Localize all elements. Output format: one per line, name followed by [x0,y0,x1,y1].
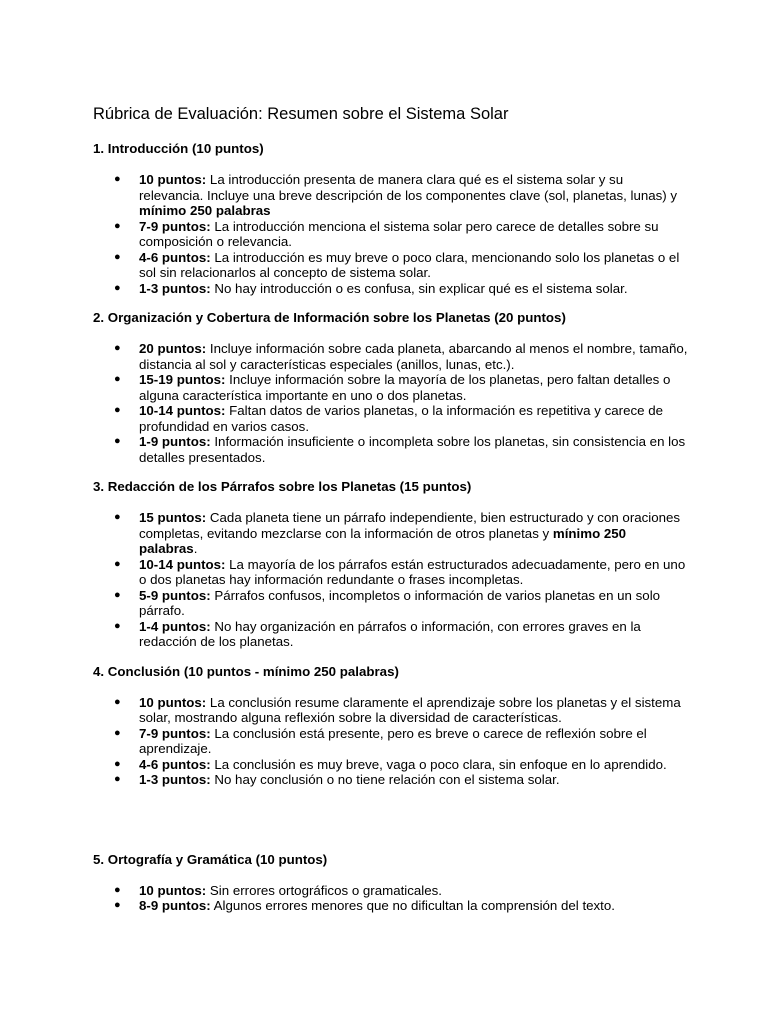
bullet-icon: ● [114,373,121,385]
bullet-icon: ● [114,435,121,447]
criterion-item [93,172,688,219]
criterion-score: 1-3 puntos: [139,772,211,787]
criterion-score: 1-4 puntos: [139,618,211,634]
criterion-bold-tail: mínimo 250 palabras [139,525,627,556]
bullet-icon: ● [114,281,121,294]
section-heading-redaccion: 3. Redacción de los Párrafos sobre los Planetas (15 puntos) [93,479,472,494]
criterion-text: La introducción es muy breve o poco clara, mencionando solo los planetas o el sol sin relacionarlos al concepto de sistema solar. [139,249,680,280]
criterion-item [93,403,688,434]
criteria-list-conclusion [93,695,688,788]
criterion-item [93,757,688,773]
criterion-item [93,883,688,899]
criterion-text: La conclusión resume claramente el aprendizaje sobre los planetas y el sistema solar, mostrando alguna reflexión sobre la diversidad de características. [139,694,681,725]
criterion-score: 10-14 puntos: [139,403,226,418]
criterion-text: Información insuficiente o incompleta sobre los planetas, sin consistencia en los detalles presentados. [139,434,686,465]
bullet-icon: ● [114,757,121,770]
criterion-tail: . [193,541,198,556]
criterion-score: 8-9 puntos: [139,898,211,913]
criterion-text: La conclusión es muy breve, vaga o poco clara, sin enfoque en lo aprendido. [210,756,667,772]
criterion-item [93,726,688,757]
bullet-icon: ● [114,173,121,185]
criterion-score: 7-9 puntos: [139,218,211,234]
criterion-score: 10 puntos: [139,882,207,898]
criterion-score: 10 puntos: [139,172,207,187]
section-heading-introduccion: 1. Introducción (10 puntos) [93,141,264,156]
criterion-text: Faltan datos de varios planetas, o la información es repetitiva y carece de profundidad en varios casos. [139,403,664,434]
bullet-icon: ● [114,588,121,601]
bullet-icon: ● [114,899,121,911]
criterion-text: No hay conclusión o no tiene relación con el sistema solar. [210,772,560,787]
criterion-item [93,434,688,465]
criterion-text: La introducción presenta de manera clara qué es el sistema solar y su relevancia. Incluye una breve descripción de los componentes clave (sol, planetas, lunas) y [139,172,678,203]
criterion-text: Incluye información sobre la mayoría de los planetas, pero faltan detalles o alguna característica importante en uno o dos planetas. [139,372,671,403]
criterion-text: Incluye información sobre cada planeta, abarcando al menos el nombre, tamaño, distancia al sol y características especiales (anillos, lunas, etc.). [139,341,688,372]
criterion-text: Sin errores ortográficos o gramaticales. [206,882,442,898]
criterion-item [93,588,688,619]
bullet-icon: ● [114,883,121,896]
criteria-list-redaccion [93,510,688,650]
criterion-score: 10 puntos: [139,694,207,710]
criterion-bold-tail: mínimo 250 palabras [139,203,271,218]
criteria-list-ortografia [93,883,688,914]
bullet-icon: ● [114,342,121,354]
criterion-text: La mayoría de los párrafos están estructurados adecuadamente, pero en uno o dos planetas hay información redundante o frases incompletas. [139,556,686,587]
criterion-item [93,619,688,650]
criterion-score: 1-9 puntos: [139,434,211,449]
criterion-text: Párrafos confusos, incompletos o información de varios planetas en un solo párrafo. [139,587,661,618]
criterion-text: No hay organización en párrafos o información, con errores graves en la redacción de los planetas. [139,618,641,649]
criterion-item [93,695,688,726]
bullet-icon: ● [114,726,121,739]
criterion-score: 20 puntos: [139,341,207,356]
criterion-score: 5-9 puntos: [139,587,211,603]
bullet-icon: ● [114,773,121,785]
document-title: Rúbrica de Evaluación: Resumen sobre el Sistema Solar [93,105,509,123]
criterion-score: 4-6 puntos: [139,756,211,772]
criterion-item [93,341,688,372]
criteria-list-introduccion [93,172,688,296]
bullet-icon: ● [114,250,121,263]
criteria-list-organizacion [93,341,688,465]
criterion-score: 15 puntos: [139,510,207,525]
bullet-icon: ● [114,219,121,232]
bullet-icon: ● [114,404,121,416]
criterion-item [93,250,688,281]
bullet-icon: ● [114,511,121,523]
criterion-item [93,219,688,250]
criterion-text: Cada planeta tiene un párrafo independiente, bien estructurado y con oraciones completas, evitando mezclarse con la información de otros planetas y [139,510,681,541]
bullet-icon: ● [114,557,121,570]
criterion-item [93,510,688,557]
criterion-score: 4-6 puntos: [139,249,211,265]
criterion-text: No hay introducción o es confusa, sin explicar qué es el sistema solar. [210,280,628,296]
criterion-item [93,557,688,588]
section-heading-organizacion: 2. Organización y Cobertura de Información sobre los Planetas (20 puntos) [93,310,566,325]
criterion-text: La conclusión está presente, pero es breve o carece de reflexión sobre el aprendizaje. [139,725,647,756]
criterion-score: 10-14 puntos: [139,556,226,572]
section-heading-ortografia: 5. Ortografía y Gramática (10 puntos) [93,851,328,867]
bullet-icon: ● [114,619,121,632]
criterion-text: La introducción menciona el sistema solar pero carece de detalles sobre su composición o relevancia. [139,218,659,249]
criterion-item [93,372,688,403]
criterion-score: 7-9 puntos: [139,725,211,741]
section-heading-conclusion: 4. Conclusión (10 puntos - mínimo 250 palabras) [93,663,399,679]
criterion-item [93,772,688,788]
criterion-item [93,281,688,297]
criterion-score: 1-3 puntos: [139,280,211,296]
criterion-text: Algunos errores menores que no dificultan la comprensión del texto. [210,898,615,913]
criterion-score: 15-19 puntos: [139,372,226,387]
criterion-item [93,898,688,914]
bullet-icon: ● [114,695,121,708]
